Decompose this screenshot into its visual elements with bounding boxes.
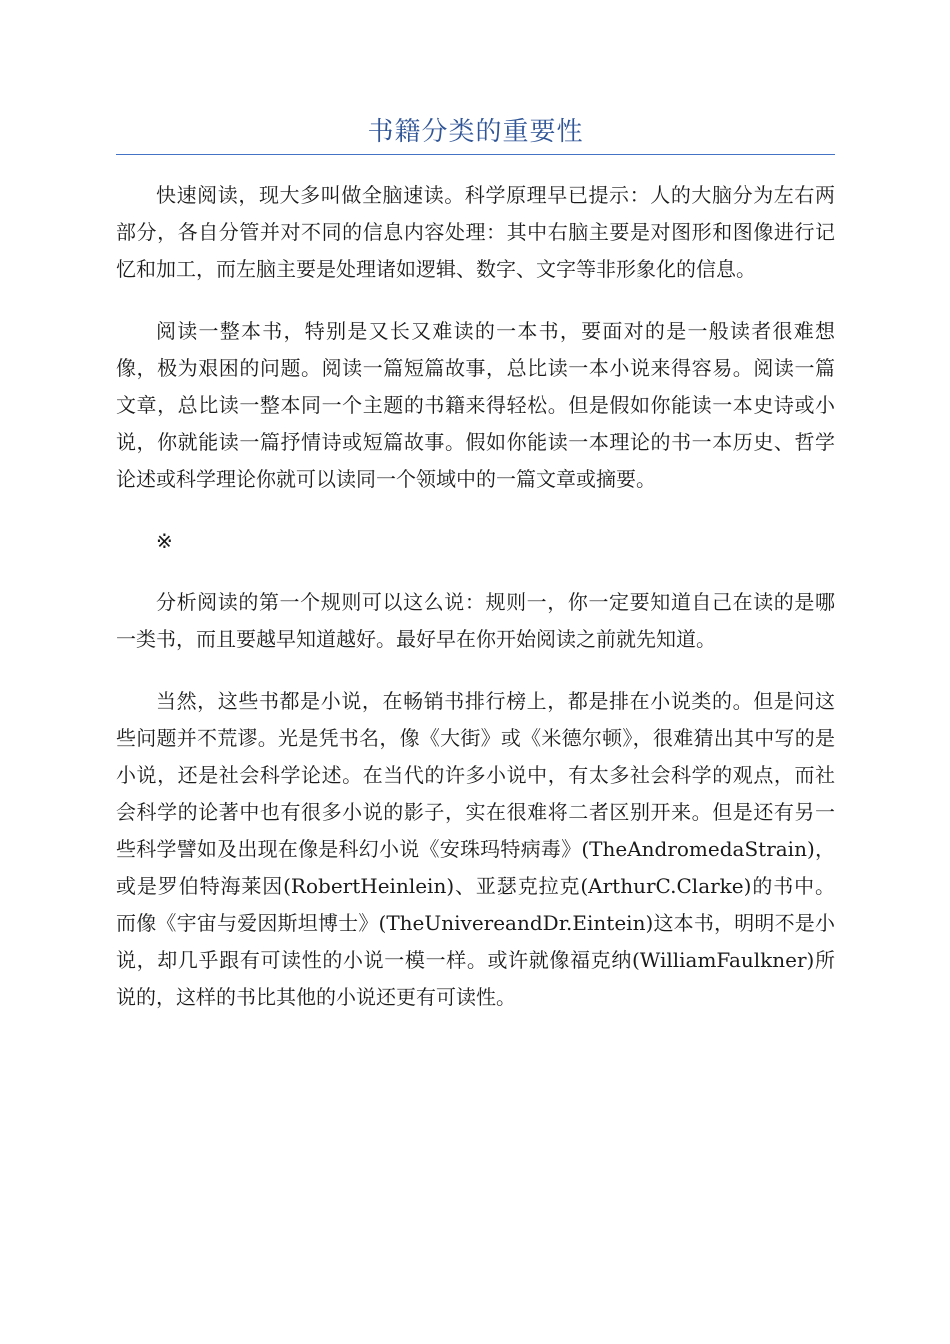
section-separator-symbol: ※: [156, 529, 173, 553]
document-body: [116, 177, 835, 1041]
title-underline: [116, 154, 835, 155]
paragraph-2: 阅读一整本书，特别是又长又难读的一本书，要面对的是一般读者很难想像，极为艰困的问题。阅读一篇短篇故事，总比读一本小说来得容易。阅读一篇文章，总比读一整本同一个主题的书籍来得轻松。但是假如你能读一本史诗或小说，你就能读一篇抒情诗或短篇故事。假如你能读一本理论的书一本历史、哲学论述或科学理论你就可以读同一个领域中的一篇文章或摘要。: [116, 319, 835, 491]
paragraph-3: 分析阅读的第一个规则可以这么说：规则一，你一定要知道自己在读的是哪一类书，而且要越早知道越好。最好早在你开始阅读之前就先知道。: [116, 590, 835, 651]
paragraph-1: 快速阅读，现大多叫做全脑速读。科学原理早已提示：人的大脑分为左右两部分，各自分管并对不同的信息内容处理：其中右脑主要是对图形和图像进行记忆和加工，而左脑主要是处理诸如逻辑、数字、文字等非形象化的信息。: [116, 183, 835, 281]
paragraph-4: 当然，这些书都是小说，在畅销书排行榜上，都是排在小说类的。但是问这些问题并不荒谬。光是凭书名，像《大街》或《米德尔顿》，很难猜出其中写的是小说，还是社会科学论述。在当代的许多小说中，有太多社会科学的观点，而社会科学的论著中也有很多小说的影子，实在很难将二者区别开来。但是还有另一些科学譬如及出现在像是科幻小说《安珠玛特病毒》(TheAndromedaStrain)，或是罗伯特海莱因(RobertHeinlein)、亚瑟克拉克(ArthurC.Clarke)的书中。而像《宇宙与爱因斯坦博士》(TheUnivereandDr.Eintein)这本书，明明不是小说，却几乎跟有可读性的小说一模一样。或许就像福克纳(WilliamFaulkner)所说的，这样的书比其他的小说还更有可读性。: [116, 689, 835, 1009]
document-title: 书籍分类的重要性: [367, 117, 584, 147]
